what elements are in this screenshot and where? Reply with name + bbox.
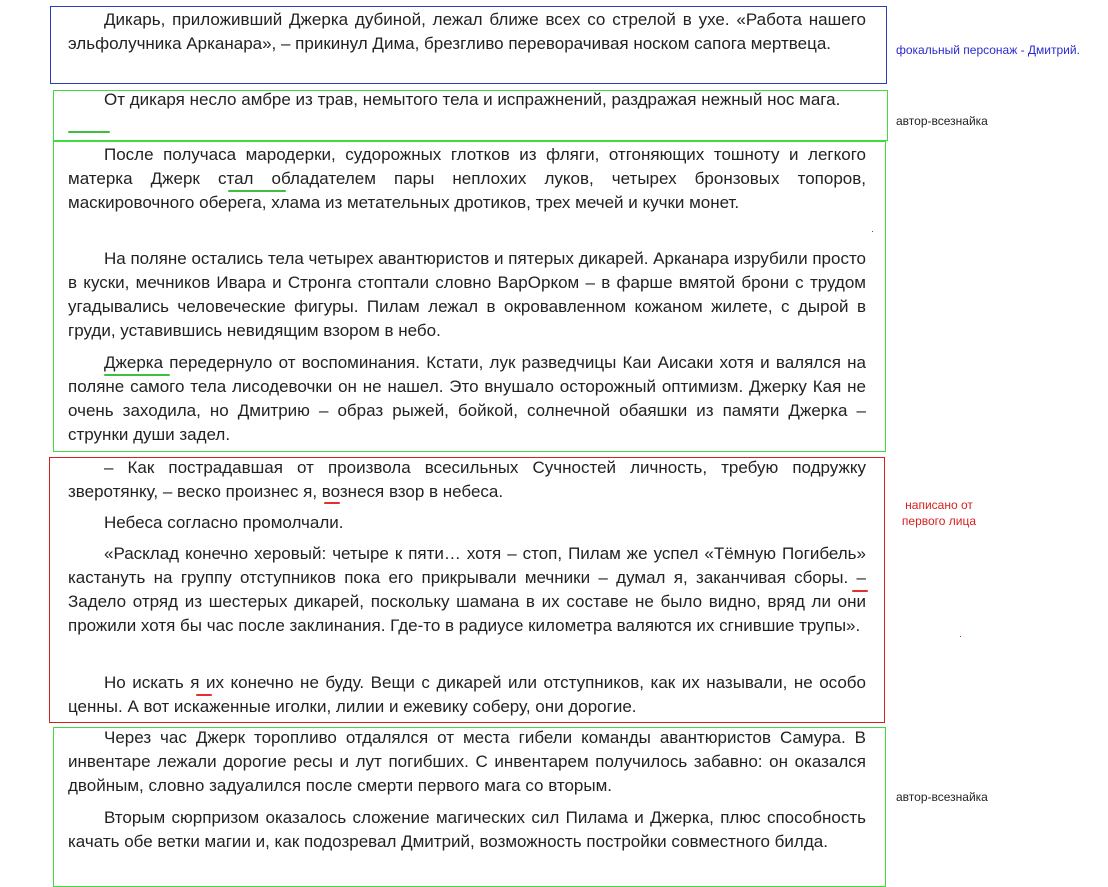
underline-dzherka (104, 374, 170, 376)
paragraph-9: Но искать я их конечно не буду. Вещи с дикарей или отступников, как их называли, не особо ценны. А вот искаженные иголки, лилии и ежевику соберу, они дорогие. (68, 673, 866, 716)
note-focal-character: фокальный персонаж - Дмитрий. (896, 43, 1080, 57)
note-omniscient-2: автор-всезнайка (896, 790, 988, 804)
underline-dzherk (228, 190, 286, 192)
paragraph-1: Дикарь, приложивший Джерка дубиной, лежал ближе всех со стрелой в ухе. «Работа нашего эльфолучника Арканара», – прикинул Дима, брезгливо переворачивая носком сапога мертвеца. (68, 10, 866, 53)
underline-ya-1 (324, 502, 340, 504)
paragraph-5: Джерка передернуло от воспоминания. Кстати, лук разведчицы Каи Аисаки хотя и валялся на поляне самого тела лисодевочки он не нашел. Это внушало осторожный оптимизм. Джерку Кая не очень заходила, но Дмитрию – образ рыжей, бойкой, солнечной обаяшки из памяти Джерка –струнки души задел. (68, 353, 866, 444)
stray-dot (872, 231, 873, 232)
paragraph-7: Небеса согласно промолчали. (104, 513, 344, 532)
paragraph-3: После получаса мародерки, судорожных глотков из фляги, отгоняющих тошноту и легкого матерка Джерк стал обладателем пары неплохих луков, четырех бронзовых топоров, маскировочного оберега, хлама из метательных дротиков, трех мечей и кучки монет. (68, 145, 866, 212)
paragraph-6: – Как пострадавшая от произвола всесильных Сучностей личность, требую подружку зверотянку, – веско произнес я, вознеся взор в небеса. (68, 458, 866, 501)
paragraph-2: От дикаря несло амбре из трав, немытого тела и испражнений, раздражая нежный нос мага. (104, 90, 841, 109)
paragraph-8: «Расклад конечно херовый: четыре к пяти… хотя – стоп, Пилам же успел «Тёмную Погибель» кастануть на группу отступников пока его прикрывали мечники – думал я, заканчивая сборы. – Задело отряд из шестерых дикарей, поскольку шамана в их составе не было видно, вряд ли они прожили хотя бы час после заклинания. Где-то в радиусе километра валяются их сгнившие трупы». (68, 544, 866, 635)
paragraph-10: Через час Джерк торопливо отдалялся от места гибели команды авантюристов Самура. В инвентаре лежали дорогие ресы и лут погибших. С инвентарем получилось забавно: он оказался двойным, словно задуалился после смерти первого мага со вторым. (68, 728, 866, 795)
underline-ya-2 (852, 590, 868, 592)
note-first-person: написано от первого лица (901, 498, 977, 528)
underline-ya-3 (196, 694, 212, 696)
note-omniscient-1: автор-всезнайка (896, 114, 988, 128)
stray-dot (960, 636, 961, 637)
underline-maga (68, 131, 110, 133)
paragraph-11: Вторым сюрпризом оказалось сложение магических сил Пилама и Джерка, плюс способность качать обе ветки магии и, как подозревал Дмитрий, возможность постройки совместного билда. (68, 808, 866, 851)
paragraph-4: На поляне остались тела четырех авантюристов и пятерых дикарей. Арканара изрубили просто в куски, мечников Ивара и Стронга стоптали словно ВарОрком – в фарше вмятой брони с трудом угадывались человеческие фигуры. Пилам лежал в окровавленном кожаном жилете, с дырой в груди, уставившись невидящим взором в небо. (68, 249, 866, 340)
